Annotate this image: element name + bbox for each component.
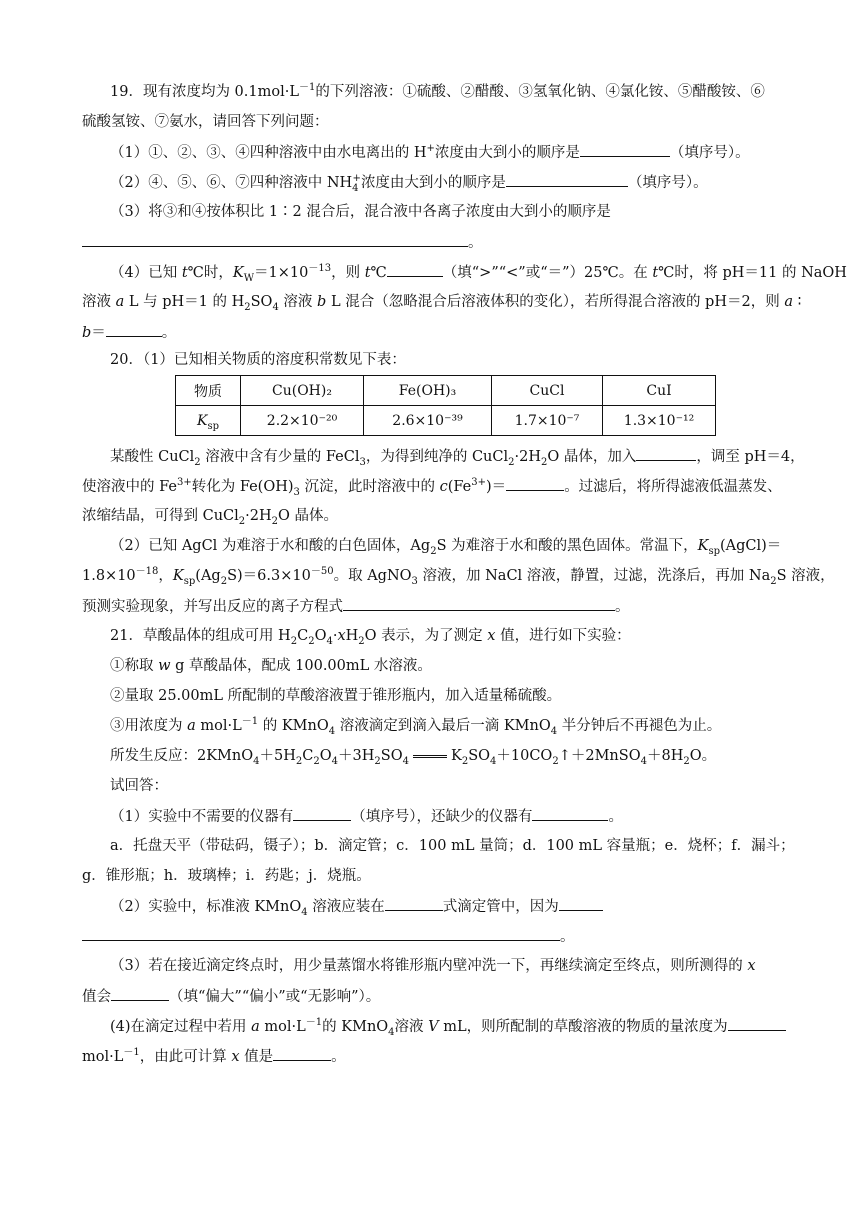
q19-part2: （2）④、⑤、⑥、⑦四种溶液中 $NH_4^+$浓度由大到小的顺序是 （填序号）。 (110, 173, 708, 194)
q20-part2-line2: $1.8\times 10^{-18}$，$K_{sp}(Ag_2S)=6.3\times 10^{-50}$。取 AgNO$_3$ 溶液，加 NaCl 溶液，静置，过滤，洗涤后，再加 $Na_2S$ 溶液， (82, 566, 835, 587)
table-cell: CuCl (492, 376, 603, 406)
answer-blank[interactable] (506, 476, 564, 491)
equals-arrow-icon (413, 755, 447, 758)
answer-blank[interactable] (636, 446, 696, 461)
q21-part4-line1: (4)在滴定过程中若用 a $mol\cdot L^{-1}$的 KMnO$_4$溶液 V mL，则所配制的草酸溶液的物质的量浓度为 (110, 1016, 786, 1037)
answer-blank[interactable] (293, 806, 351, 821)
q21-part1: （1）实验中不需要的仪器有 （填序号），还缺少的仪器有 。 (110, 806, 623, 827)
q20-part1-line1: 某酸性 CuCl$_2$ 溶液中含有少量的 FeCl$_3$，为得到纯净的 $CuCl_2\cdot 2H_2O$ 晶体，加入 ，调至 pH＝4， (110, 446, 805, 467)
table-cell: 2.6×10⁻³⁹ (364, 406, 492, 436)
answer-blank[interactable] (106, 322, 162, 337)
answer-blank[interactable] (111, 986, 169, 1001)
table-header-cell: $K_{sp}$ (176, 406, 241, 436)
answer-blank[interactable] (385, 896, 443, 911)
q19-part4-line2: 溶液 a L 与 pH＝1 的 $H_2SO_4$ 溶液 b L 混合（忽略混合后溶液体积的变化），若所得混合溶液的 pH＝2，则 a ∶ (82, 294, 802, 313)
answer-blank[interactable] (728, 1016, 786, 1031)
table-cell: Cu(OH)₂ (241, 376, 364, 406)
table-cell: CuI (603, 376, 716, 406)
answer-blank[interactable] (343, 596, 615, 611)
q21-part4-line2: $mol\cdot L^{-1}$，由此可计算 x 值是 。 (82, 1047, 346, 1065)
q21-part2: （2）实验中，标准液 KMnO$_4$ 溶液应装在 式滴定管中，因为 (110, 896, 603, 917)
table-row (176, 376, 716, 406)
table-cell: Fe(OH)₃ (364, 376, 492, 406)
q20-part2-line3: 预测实验现象，并写出反应的离子方程式 。 (82, 596, 630, 617)
answer-blank[interactable] (559, 896, 603, 911)
q21-stem: 21．草酸晶体的组成可用 $H_2C_2O_4\cdot xH_2O$ 表示，为了测定 x 值，进行如下实验： (110, 628, 631, 647)
answer-blank[interactable] (82, 926, 560, 941)
answer-blank[interactable] (82, 232, 468, 247)
q19-part4-line1: （4）已知 t℃时，$K_W=1\times 10^{-13}$，则 t℃ （填“>”“<”或“＝”）25℃。在 t℃时，将 pH＝11 的 NaOH (110, 263, 847, 284)
q21-step2: ②量取 25.00mL 所配制的草酸溶液置于锥形瓶内，加入适量稀硫酸。 (110, 688, 562, 704)
q21-ask: 试回答： (110, 778, 168, 794)
q19-part3: （3）将③和④按体积比 1∶2 混合后，混合液中各离子浓度由大到小的顺序是 (110, 204, 611, 220)
table-header-cell: 物质 (176, 376, 241, 406)
q19-part4-line3: b＝ 。 (82, 322, 176, 343)
q21-options-line1: a．托盘天平（带砝码，镊子）；b．滴定管；c．100 mL 量筒；d．100 mL 容量瓶；e．烧杯；f．漏斗； (110, 838, 795, 854)
q19-stem-line2: 硫酸氢铵、⑦氨水，请回答下列问题： (82, 114, 329, 130)
q20-part2-line1: （2）已知 AgCl 为难溶于水和酸的白色固体，$Ag_2S$ 为难溶于水和酸的黑色固体。常温下，$K_{sp}(AgCl)=$ (110, 538, 782, 557)
q21-part3-line2: 值会 （填“偏大”“偏小”或“无影响”）。 (82, 986, 380, 1007)
answer-blank[interactable] (506, 172, 628, 187)
answer-blank[interactable] (273, 1046, 331, 1061)
table-row (176, 406, 716, 436)
q21-part2-answer: 。 (82, 926, 575, 947)
q20-stem: 20．（1）已知相关物质的溶度积常数见下表： (110, 352, 406, 368)
table-cell: 2.2×10⁻²⁰ (241, 406, 364, 436)
table-cell: 1.7×10⁻⁷ (492, 406, 603, 436)
answer-blank[interactable] (580, 142, 670, 157)
q21-step1: ①称取 w g 草酸晶体，配成 100.00mL 水溶液。 (110, 658, 432, 674)
ksp-table (175, 375, 716, 436)
q21-reaction: 所发生反应：$2KMnO_4+5H_2C_2O_4+3H_2SO_4$ $K_2SO_4+10CO_2↑+2MnSO_4+8H_2O$。 (110, 748, 717, 767)
q19-part3-answer: 。 (82, 232, 483, 253)
table-cell: 1.3×10⁻¹² (603, 406, 716, 436)
q21-options-line2: g．锥形瓶；h．玻璃棒；i．药匙；j．烧瓶。 (82, 868, 371, 884)
q20-part1-line2: 使溶液中的 $Fe^{3+}$转化为 $Fe(OH)_3$ 沉淀，此时溶液中的 $c(Fe^{3+})=$ 。过滤后，将所得滤液低温蒸发、 (82, 477, 782, 498)
answer-blank[interactable] (532, 806, 608, 821)
q19-stem-line1: 19．现有浓度均为 $0.1mol\cdot L^{-1}$的下列溶液：①硫酸、②醋酸、③氢氧化钠、④氯化铵、⑤醋酸铵、⑥ (110, 82, 765, 100)
q21-part3-line1: （3）若在接近滴定终点时，用少量蒸馏水将锥形瓶内壁冲洗一下，再继续滴定至终点，则所测得的 x (110, 958, 756, 974)
q21-step3: ③用浓度为 a $mol\cdot L^{-1}$ 的 KMnO$_4$ 溶液滴定到滴入最后一滴 KMnO$_4$ 半分钟后不再褪色为止。 (110, 716, 722, 737)
q19-part1: （1）①、②、③、④四种溶液中由水电离出的 H+浓度由大到小的顺序是 （填序号）。 (110, 143, 750, 161)
q20-part1-line3: 浓缩结晶，可得到 $CuCl_2\cdot 2H_2O$ 晶体。 (82, 508, 339, 527)
answer-blank[interactable] (387, 262, 443, 277)
